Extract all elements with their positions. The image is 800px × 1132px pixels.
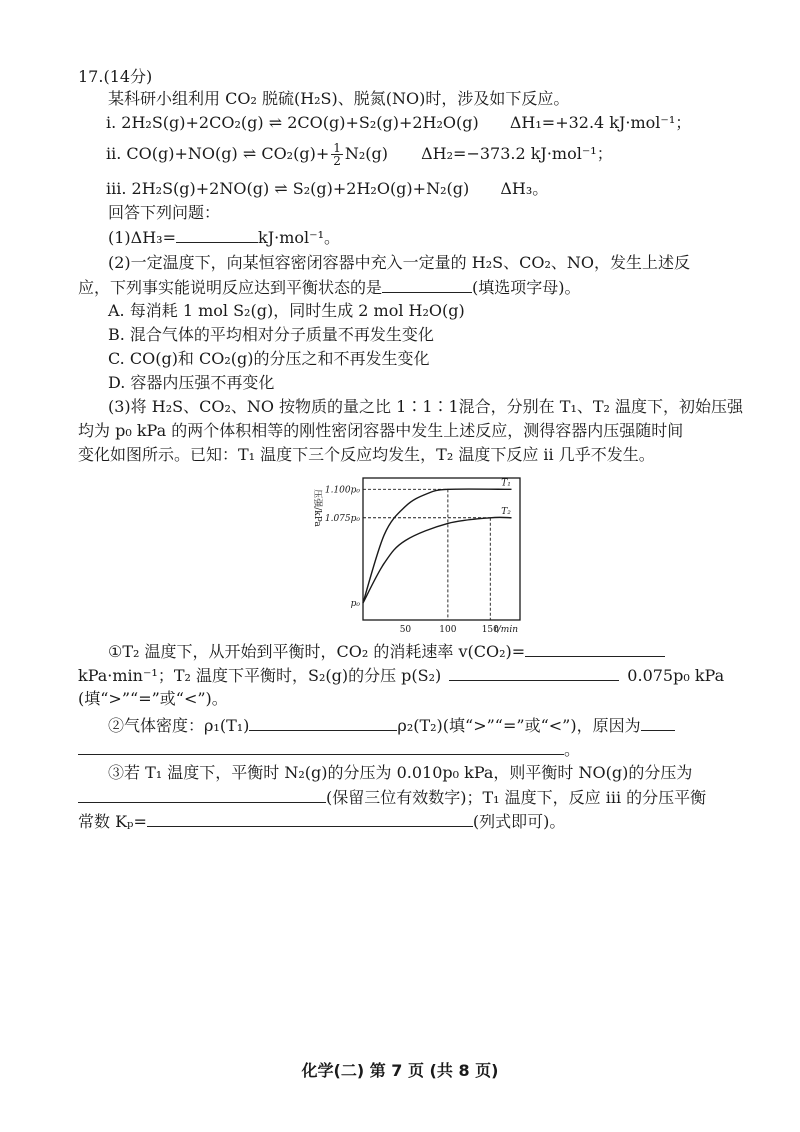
subquestion-3-line-2 (78, 786, 706, 809)
subquestion-1-line-3: (填“>”“=”或“<”)。 (78, 689, 228, 708)
question-2-line-1: (2)一定温度下，向某恒容密闭容器中充入一定量的 H₂S、CO₂、NO，发生上述反 (108, 253, 690, 272)
series-line-1 (363, 489, 512, 603)
subquestion-3-line-3 (78, 810, 565, 833)
option-a: A. 每消耗 1 mol S₂(g)，同时生成 2 mol H₂O(g) (108, 301, 465, 320)
question-1-unit: kJ·mol⁻¹。 (258, 228, 340, 247)
reaction-2 (106, 142, 613, 167)
option-c: C. CO(g)和 CO₂(g)的分压之和不再发生变化 (108, 349, 430, 368)
answer-blank-2[interactable] (382, 276, 472, 293)
subquestion-1-line-1 (108, 640, 665, 663)
y-tick-label: 1.075p₀ (324, 513, 360, 524)
reaction-1-equation: ⅰ. 2H₂S(g)+2CO₂(g) ⇌ 2CO(g)+S₂(g)+2H₂O(g) (106, 113, 479, 132)
reaction-3-enthalpy: ΔH₃。 (500, 179, 549, 198)
question-2-text: 应，下列事实能说明反应达到平衡状态的是 (78, 278, 383, 297)
subquestion-2-hint: ρ₂(T₂)(填“>”“=”或“<”)，原因为 (397, 716, 641, 735)
plot-frame (363, 478, 520, 620)
reaction-2-left: ⅱ. CO(g)+NO(g) ⇌ CO₂(g)+ (106, 144, 330, 163)
question-3-line-3: 变化如图所示。已知：T₁ 温度下三个反应均发生，T₂ 温度下反应 ⅱ 几乎不发生。 (78, 445, 655, 464)
reaction-2-enthalpy: ΔH₂=−373.2 kJ·mol⁻¹； (421, 144, 613, 163)
subquestion-3-hint: (保留三位有效数字)；T₁ 温度下，反应 ⅲ 的分压平衡 (326, 788, 707, 807)
series-label-2: T₂ (501, 506, 511, 517)
answer-blank-6[interactable] (641, 714, 675, 731)
subquestion-1-compare-value: 0.075p₀ kPa (627, 666, 725, 685)
question-1-text: (1)ΔH₃= (108, 228, 176, 247)
subquestion-2-line-1 (108, 714, 675, 737)
reaction-3-equation: ⅲ. 2H₂S(g)+2NO(g) ⇌ S₂(g)+2H₂O(g)+N₂(g) (106, 179, 470, 198)
reaction-1-enthalpy: ΔH₁=+32.4 kJ·mol⁻¹； (509, 113, 692, 132)
series-line-2 (363, 517, 512, 603)
subquestion-2-line-2 (78, 738, 580, 761)
page-footer: 化学(二) 第 7 页 (共 8 页) (301, 1061, 499, 1080)
subquestion-1-text-2: kPa·min⁻¹；T₂ 温度下平衡时，S₂(g)的分压 p(S₂) (78, 666, 442, 685)
fraction-numerator: 1 (333, 141, 341, 155)
question-header: 17.(14分) (78, 67, 153, 86)
question-2-hint: (填选项字母)。 (472, 278, 581, 297)
pressure-time-chart (305, 470, 535, 640)
x-tick-label: 100 (439, 625, 457, 635)
question-1 (108, 226, 340, 249)
answer-blank-5[interactable] (249, 714, 397, 731)
y-axis-label: 压强/kPa (312, 489, 322, 527)
answer-blank-9[interactable] (147, 810, 473, 827)
reaction-1 (106, 112, 691, 134)
option-d: D. 容器内压强不再变化 (108, 373, 275, 392)
answer-blank-7[interactable] (78, 738, 564, 755)
answer-blank-8[interactable] (78, 786, 326, 803)
subquestion-2-text: ②气体密度：ρ₁(T₁) (108, 716, 250, 735)
y-tick-label: p₀ (350, 598, 360, 609)
x-axis-label: t/min (494, 625, 518, 635)
y-tick-label: 1.100p₀ (324, 485, 360, 496)
subquestion-3-end: (列式即可)。 (472, 812, 566, 831)
reaction-2-fraction (331, 142, 343, 167)
subquestion-3-kp-label: 常数 Kₚ= (78, 812, 147, 831)
reaction-3 (106, 178, 548, 200)
subquestion-3-line-1: ③若 T₁ 温度下，平衡时 N₂(g)的分压为 0.010p₀ kPa，则平衡时 NO(g)的分压为 (108, 763, 693, 782)
reaction-2-right: N₂(g) (344, 144, 389, 163)
subquestion-1-text: ①T₂ 温度下，从开始到平衡时，CO₂ 的消耗速率 v(CO₂)= (108, 642, 526, 661)
answer-blank-1[interactable] (176, 226, 258, 243)
subquestion-2-end: 。 (564, 740, 581, 759)
x-tick-label: 50 (399, 625, 412, 635)
answer-blank-3[interactable] (525, 640, 665, 657)
intro-text: 某科研小组利用 CO₂ 脱硫(H₂S)、脱氮(NO)时，涉及如下反应。 (108, 89, 570, 108)
answer-blank-4[interactable] (449, 664, 619, 681)
series-label-1: T₁ (501, 478, 511, 489)
subquestion-1-line-2 (78, 664, 724, 687)
question-3-line-1: (3)将 H₂S、CO₂、NO 按物质的量之比 1∶1∶1混合，分别在 T₁、T₂ 温度下，初始压强 (108, 397, 744, 416)
fraction-denominator: 2 (333, 154, 341, 168)
answer-prompt: 回答下列问题： (108, 203, 221, 222)
question-3-line-2: 均为 p₀ kPa 的两个体积相等的刚性密闭容器中发生上述反应，测得容器内压强随时间 (78, 421, 684, 440)
chart-series (363, 478, 512, 603)
option-b: B. 混合气体的平均相对分子质量不再发生变化 (108, 325, 434, 344)
x-tick-label: 150 (481, 625, 499, 635)
question-2-line-2 (78, 276, 581, 299)
chart-axes (312, 478, 520, 635)
